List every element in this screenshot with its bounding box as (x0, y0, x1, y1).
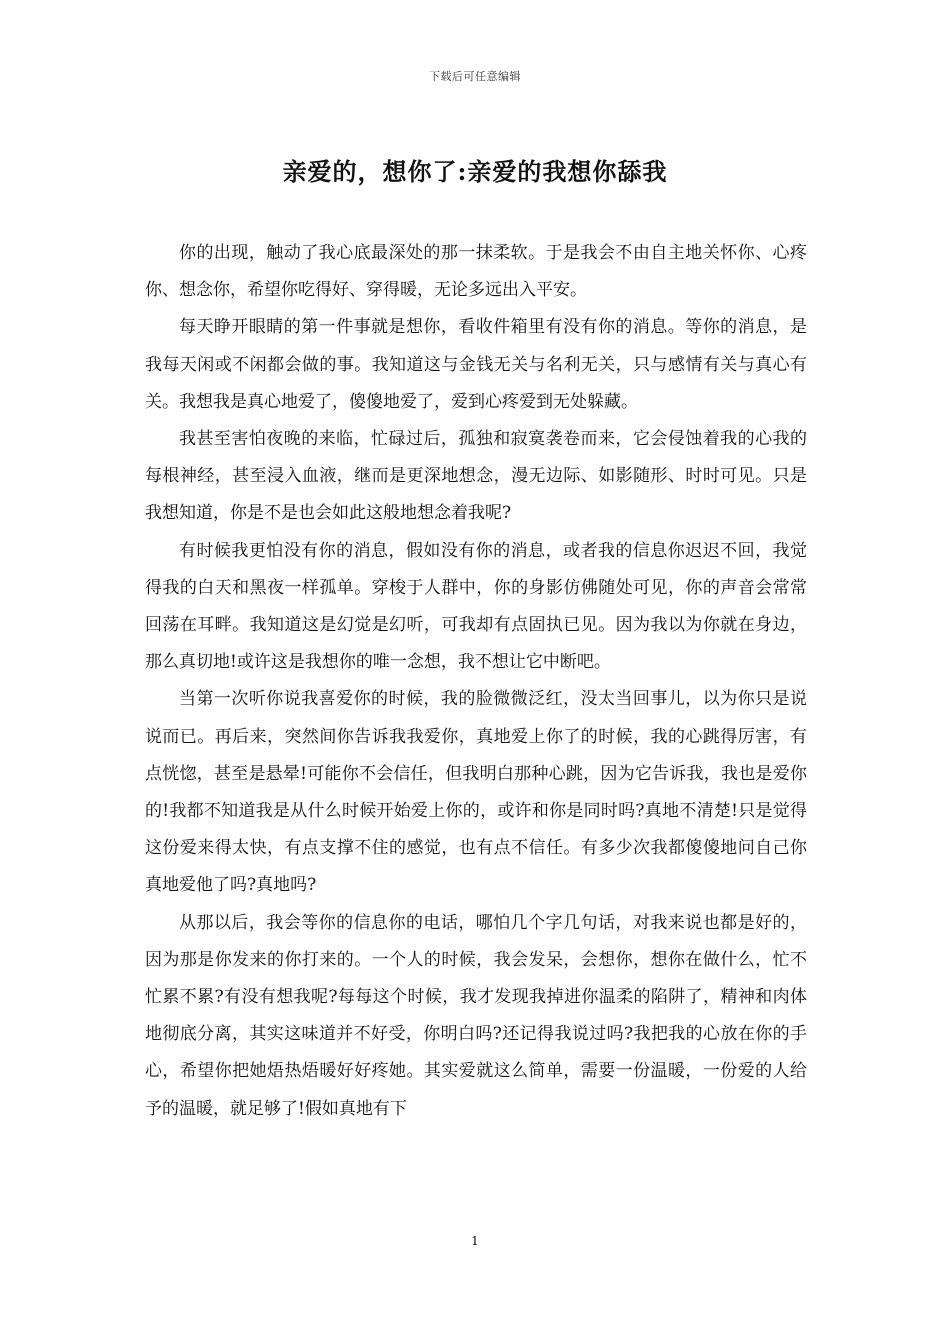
document-body (145, 235, 807, 1128)
document-title: 亲爱的，想你了:亲爱的我想你舔我 (282, 157, 668, 186)
header-note: 下载后可任意编辑 (429, 70, 521, 83)
paragraph-4: 有时候我更怕没有你的消息，假如没有你的消息，或者我的信息你迟迟不回，我觉得我的白天和黑夜一样孤单。穿梭于人群中，你的身影仿佛随处可见，你的声音会常常回荡在耳畔。我知道这是幻觉是幻听，可我却有点固执已见。因为我以为你就在身边，那么真切地!或许这是我想你的唯一念想，我不想让它中断吧。 (145, 540, 807, 673)
paragraph-3: 我甚至害怕夜晚的来临，忙碌过后，孤独和寂寞袭卷而来，它会侵蚀着我的心我的每根神经，甚至浸入血液，继而是更深地想念，漫无边际、如影随形、时时可见。只是我想知道，你是不是也会如此这般地想念着我呢? (145, 429, 807, 524)
page-number: 1 (471, 1234, 479, 1248)
paragraph-1: 你的出现，触动了我心底最深处的那一抹柔软。于是我会不由自主地关怀你、心疼你、想念你，希望你吃得好、穿得暖，无论多远出入平安。 (145, 243, 807, 301)
paragraph-6: 从那以后，我会等你的信息你的电话，哪怕几个字几句话，对我来说也都是好的，因为那是你发来的你打来的。一个人的时候，我会发呆，会想你，想你在做什么，忙不忙累不累?有没有想我呢?每每这个时候，我才发现我掉进你温柔的陷阱了，精神和肉体地彻底分离，其实这味道并不好受，你明白吗?还记得我说过吗?我把我的心放在你的手心，希望你把她焐热焐暖好好疼她。其实爱就这么简单，需要一份温暖，一份爱的人给予的温暖，就足够了!假如真地有下 (145, 912, 807, 1119)
paragraph-5: 当第一次听你说我喜爱你的时候，我的脸微微泛红，没太当回事儿，以为你只是说说而已。再后来，突然间你告诉我我爱你，真地爱上你了的时候，我的心跳得厉害，有点恍惚，甚至是悬晕!可能你不会信任，但我明白那种心跳，因为它告诉我，我也是爱你的!我都不知道我是从什么时候开始爱上你的，或许和你是同时吗?真地不清楚!只是觉得这份爱来得太快，有点支撑不住的感觉，也有点不信任。有多少次我都傻傻地问自己你真地爱他了吗?真地吗? (145, 689, 807, 896)
paragraph-2: 每天睁开眼睛的第一件事就是想你，看收件箱里有没有你的消息。等你的消息，是我每天闲或不闲都会做的事。我知道这与金钱无关与名利无关，只与感情有关与真心有关。我想我是真心地爱了，傻傻地爱了，爱到心疼爱到无处躲藏。 (145, 317, 807, 412)
